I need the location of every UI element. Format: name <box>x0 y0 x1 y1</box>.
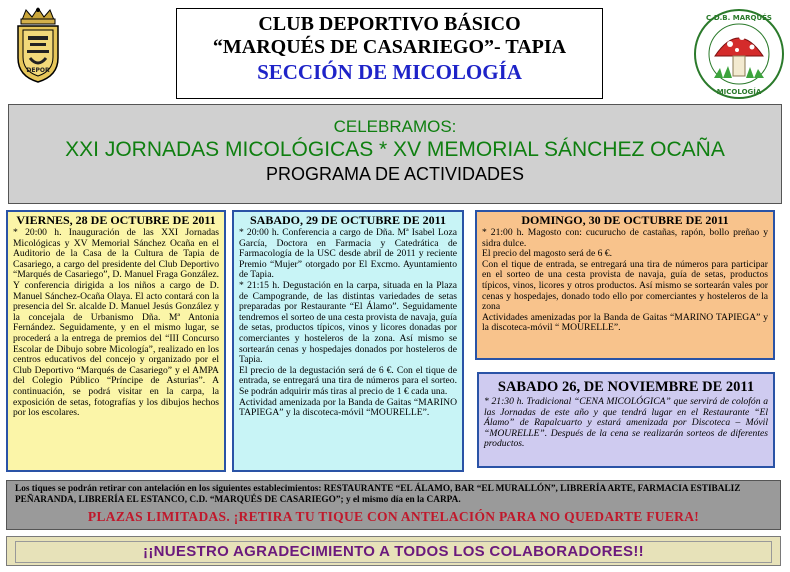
banner-programme-title: PROGRAMA DE ACTIVIDADES <box>265 164 525 184</box>
banner-event-title: XXI JORNADAS MICOLÓGICAS * XV MEMORIAL SÁNCHEZ OCAÑA <box>65 138 725 161</box>
november-heading: SABADO 26, DE NOVIEMBRE DE 2011 <box>497 379 755 395</box>
thanks-text: ¡¡NUESTRO AGRADECIMIENTO A TODOS LOS COLABORADORES!! <box>15 541 772 563</box>
friday-text: * 20:00 h. Inauguración de las XXI Jornadas Micológicas y XV Memorial Sánchez Ocaña en el Auditorio de la Casa de la Cultura de Tapia de Casariego, a cargo del presidente del Club Deportivo “Marqués de Casariego”, D. Manuel Fraga González. Y conferencia dirigida a los niños a cargo de D. Manuel Sánchez-Ocaña Olaya. El acto contará con la presencia del Sr. alcalde D. Manuel Jesús González y la concejala de Urbanismo Dña. Mª Antonia Fernández. Seguidamente, y en el mismo lugar, se procederá a la entrega de premios del “III Concurso Escolar de Dibujo sobre Micología”, realizado en los centros educativos del concejo y organizado por el Club Deportivo “Marqués de Casariego” y el AMPA del Colegio Público “Príncipe de Asturias”. A continuación, se podrá visitar en la carpa, la exposición de setas, fotografías y los dibujos hechos por los escolares. <box>13 227 219 419</box>
saturday-music-text: Actividad amenizada por la Banda de Gaitas “MARINO TAPIEGA” y la discoteca-móvil “MOURELLE”. <box>239 396 457 419</box>
tickets-info-box <box>6 480 781 530</box>
club-crest-logo <box>10 6 66 84</box>
saturday-price-text: El precio de la degustación será de 6 €. Con el tique de entrada, se entregará una tira de números para el sorteo. Se podrán adquirir más tiras al precio de 1 € cada una. <box>239 364 457 397</box>
sunday-magosto-text: * 21:00 h. Magosto con: cucurucho de castañas, rapón, bollo preñao y sidra dulce. <box>482 227 768 249</box>
sunday-music-text: Actividades amenizadas por la Banda de Gaitas “MARINO TAPIEGA” y la discoteca-móvil “ MOURELLE”. <box>482 311 768 334</box>
saturday-schedule-box <box>232 210 464 472</box>
banner-celebramos: CELEBRAMOS: <box>333 117 457 136</box>
club-name-title: “MARQUÉS DE CASARIEGO”- TAPIA <box>212 36 567 58</box>
club-type-title: CLUB DEPORTIVO BÁSICO <box>258 13 521 35</box>
sunday-heading: DOMINGO, 30 DE OCTUBRE DE 2011 <box>521 213 729 227</box>
club-title-box <box>176 8 603 99</box>
crest-emblem-icon <box>10 6 66 84</box>
mushroom-emblem-icon <box>690 6 788 102</box>
svg-text:MICOLOGÍA: MICOLOGÍA <box>716 88 762 96</box>
friday-heading: VIERNES, 28 DE OCTUBRE DE 2011 <box>16 213 216 227</box>
november-dinner-text: * 21:30 h. Tradicional “CENA MICOLÓGICA” que servirá de colofón a las Jornadas de este año y que tendrá lugar en el Restaurante “El Álamo” de Rapalcuarto y estará amenizada por Discoteca – Móvil “MOURELLE”. Después de la cena se realizarán sorteos de diferentes productos. <box>484 396 768 450</box>
event-banner <box>8 104 782 204</box>
november-dinner-box <box>477 372 775 468</box>
section-title: SECCIÓN DE MICOLOGÍA <box>257 60 522 84</box>
saturday-heading: SABADO, 29 DE OCTUBRE DE 2011 <box>249 213 447 227</box>
thanks-banner <box>6 536 781 566</box>
mycology-section-logo <box>690 6 788 102</box>
svg-text:DEPOR: DEPOR <box>26 67 50 74</box>
saturday-tasting-text: * 21:15 h. Degustación en la carpa, situada en la Plaza de Campogrande, de las distintas variedades de setas preparadas por Restaurante “El Álamo”. Seguidamente tendremos el sorteo de una cesta provista de navaja, guía de setas, productos típicos, vinos y licores donadas por comerciantes y hosteleros de la zona. Así mismo se sortearán cenas y hospedajes donados por hosteleros de Tapia. <box>239 279 457 366</box>
svg-text:C.D.B. MARQUÉS: C.D.B. MARQUÉS <box>706 14 772 22</box>
saturday-conference-text: * 20:00 h. Conferencia a cargo de Dña. Mª Isabel Loza García, Doctora en Farmacia y Catedrática de Farmacología de la USC desde abril de 2011 y reciente Premio “Mujer” otorgado por El Excmo. Ayuntamiento de Tapia. <box>239 227 457 281</box>
sunday-schedule-box <box>475 210 775 360</box>
sunday-price-text: El precio del magosto será de 6 €. <box>482 248 613 260</box>
tickets-locations-text: Los tiques se podrán retirar con antelación en los siguientes establecimientos: RESTAURANTE “EL ÁLAMO, BAR “EL MURALLÓN”, LIBRERÍA ARTE, FARMACIA ESTIBALIZ PEÑARANDA, LIBRERÍA EL ESTANCO, C.D. “MARQUÉS DE CASARIEGO”; y el mismo día en la CARPA. <box>15 484 741 505</box>
friday-schedule-box <box>6 210 226 472</box>
limited-places-notice: PLAZAS LIMITADAS. ¡RETIRA TU TIQUE CON ANTELACIÓN PARA NO QUEDARTE FUERA! <box>87 509 700 524</box>
sunday-raffle-text: Con el tique de entrada, se entregará una tira de números para participar en el sorteo de una cesta provista de navaja, guía de setas, productos típicos, vinos, licores y otros productos. Así mismo se sortearán vales por cenas y hospedajes, donado todo ello por comerciantes y hosteleros de la zona <box>482 258 768 313</box>
